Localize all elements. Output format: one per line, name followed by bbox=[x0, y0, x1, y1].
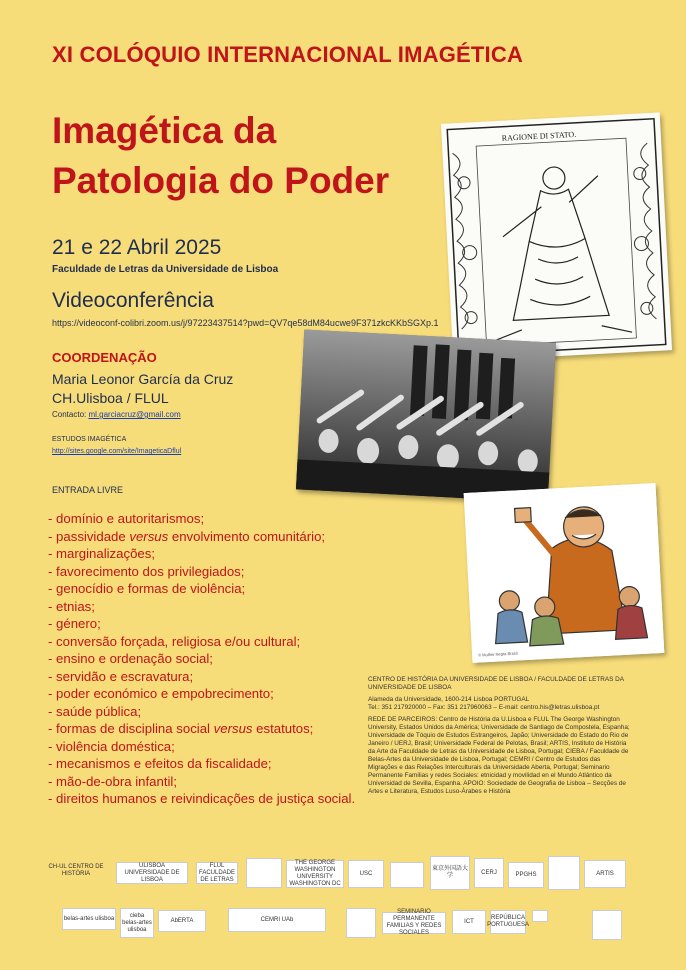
partner-logo: ULISBOA UNIVERSIDADE DE LISBOA bbox=[116, 862, 188, 884]
free-entry-label: ENTRADA LIVRE bbox=[52, 485, 124, 495]
partner-logo bbox=[390, 862, 424, 888]
partner-logo: CH-UL CENTRO DE HISTÓRIA bbox=[48, 864, 104, 877]
partner-logo: SEMINARIO PERMANENTE FAMILIAS Y REDES SOCIALES bbox=[382, 912, 446, 934]
partner-logo bbox=[532, 910, 548, 922]
topic-item: - ensino e ordenação social; bbox=[48, 651, 213, 666]
topics-list bbox=[48, 510, 378, 808]
crowd-salute-photo bbox=[296, 330, 556, 503]
topic-item: - marginalizações; bbox=[48, 546, 156, 561]
title-line-1: Imagética da bbox=[52, 110, 277, 151]
partner-logo bbox=[592, 910, 622, 940]
studies-site bbox=[52, 448, 181, 455]
topic-item: - mão-de-obra infantil; bbox=[48, 773, 178, 789]
partner-logo: USC bbox=[348, 860, 384, 888]
topic-item: - poder económico e empobrecimento; bbox=[48, 686, 274, 701]
contact-line bbox=[52, 410, 181, 419]
coordinator-institution: CH.Ulisboa / FLUL bbox=[52, 390, 169, 406]
political-cartoon bbox=[464, 483, 665, 663]
contact-label: Contacto: bbox=[52, 410, 87, 419]
topic-item: - domínio e autoritarismos; bbox=[48, 511, 205, 526]
centre-name: CENTRO DE HISTÓRIA DA UNIVERSIDADE DE LISBOA / FACULDADE DE LETRAS DA UNIVERSIDADE DE LISBOA bbox=[368, 676, 624, 691]
coordination-label: COORDENAÇÃO bbox=[52, 350, 157, 365]
videoconference-link[interactable]: https://videoconf-colibri.zoom.us/j/97223437514?pwd=QV7qe58dM84ucwe9F371zkcKKbSGXp.1 bbox=[52, 318, 439, 328]
poster-title bbox=[52, 106, 389, 206]
engraving-image bbox=[441, 112, 672, 361]
studies-label: ESTUDOS IMAGÉTICA bbox=[52, 436, 127, 443]
coordinator-name: Maria Leonor García da Cruz bbox=[52, 371, 234, 387]
topic-item: - passividade versus envolvimento comunitário; bbox=[48, 528, 326, 544]
studies-site-link[interactable]: http://sites.google.com/site/ImageticaDflul bbox=[52, 448, 182, 455]
contact-email-link[interactable]: ml.garciacruz@gmail.com bbox=[88, 410, 181, 419]
partner-logo: ICT bbox=[452, 910, 486, 934]
topic-item: - género; bbox=[48, 616, 101, 631]
colloquium-title: XI COLÓQUIO INTERNACIONAL IMAGÉTICA bbox=[52, 42, 524, 67]
partner-logo: AbERTA bbox=[158, 910, 206, 932]
cartoon-credit: © Mulher Negra Brasil bbox=[478, 650, 518, 658]
partners-text: REDE DE PARCEIROS: Centro de História da U.Lisboa e FLUL The George Washington University, Estados Unidos da América; Universidade de Santiago de Compostela, Espanha; Universidade de Tóquio de Estudos Estrangeiros, Japão; Universidade do Estado do Rio de Janeiro / UERJ, Brasil; Universidade Federal de Pelotas, Brasil; ARTIS, Instituto de História da Arte da Faculdade de Letras da Universidade de Lisboa, Portugal; CIEBA / Faculdade de Belas-Artes da Universidade de Lisboa, Portugal; CEMRI / Centro de Estudos das Migrações e das Relações Interculturais da Universidade Aberta, Portugal; Seminario Permanente Familias y redes Sociales: etnicidad y movilidad en el Mundo Atlántico da Universidad de Sevilla, Espanha. APOIO: Sociedade de Geografia de Lisboa – Secções de Artes e Literatura, Estudos Luso-Árabes e História bbox=[368, 716, 630, 795]
topic-item: - servidão e escravatura; bbox=[48, 668, 194, 684]
partner-logo bbox=[548, 856, 580, 890]
topic-item: - etnias; bbox=[48, 598, 95, 614]
topic-item: - direitos humanos e reivindicações de justiça social. bbox=[48, 791, 356, 806]
partner-logo bbox=[346, 908, 376, 938]
topic-item: - violência doméstica; bbox=[48, 738, 175, 754]
partner-logo bbox=[246, 858, 282, 888]
videoconference-label: Videoconferência bbox=[52, 289, 214, 312]
title-line-2: Patologia do Poder bbox=[52, 160, 390, 201]
partner-logo: belas-artes ulisboa bbox=[62, 908, 116, 930]
centre-address: Alameda da Universidade, 1600-214 Lisboa PORTUGAL bbox=[368, 696, 530, 703]
event-dates: 21 e 22 Abril 2025 bbox=[52, 236, 222, 259]
topic-item: - favorecimento dos privilegiados; bbox=[48, 563, 245, 579]
centre-contacts: Tel.: 351 217920000 – Fax: 351 217960063 – E-mail: centro.his@letras.ulisboa.pt bbox=[368, 704, 600, 711]
topic-item: - mecanismos e efeitos da fiscalidade; bbox=[48, 756, 272, 771]
partner-logo: CERJ bbox=[474, 858, 504, 888]
topic-item: - genocídio e formas de violência; bbox=[48, 581, 246, 596]
partner-logo: cieba belas-artes ulisboa bbox=[120, 908, 154, 938]
topic-item: - conversão forçada, religiosa e/ou cultural; bbox=[48, 633, 301, 649]
partner-logo: CEMRI UAb bbox=[228, 908, 326, 932]
partner-logo: REPÚBLICA PORTUGUESA bbox=[490, 910, 526, 934]
partner-logo: THE GEORGE WASHINGTON UNIVERSITY WASHINGTON DC bbox=[286, 860, 344, 888]
topic-item: - saúde pública; bbox=[48, 703, 142, 719]
institution-info bbox=[368, 676, 630, 800]
engraving-caption: RAGIONE DI STATO. bbox=[501, 129, 577, 143]
partner-logo: PPGHS bbox=[508, 862, 544, 888]
topic-item: - formas de disciplina social versus estatutos; bbox=[48, 721, 314, 736]
partner-logo: 東京外国語大学 bbox=[430, 856, 470, 890]
event-venue: Faculdade de Letras da Universidade de Lisboa bbox=[52, 264, 279, 275]
partner-logo: ARTIS bbox=[584, 860, 626, 888]
partner-logo: FLUL FACULDADE DE LETRAS bbox=[196, 862, 238, 884]
